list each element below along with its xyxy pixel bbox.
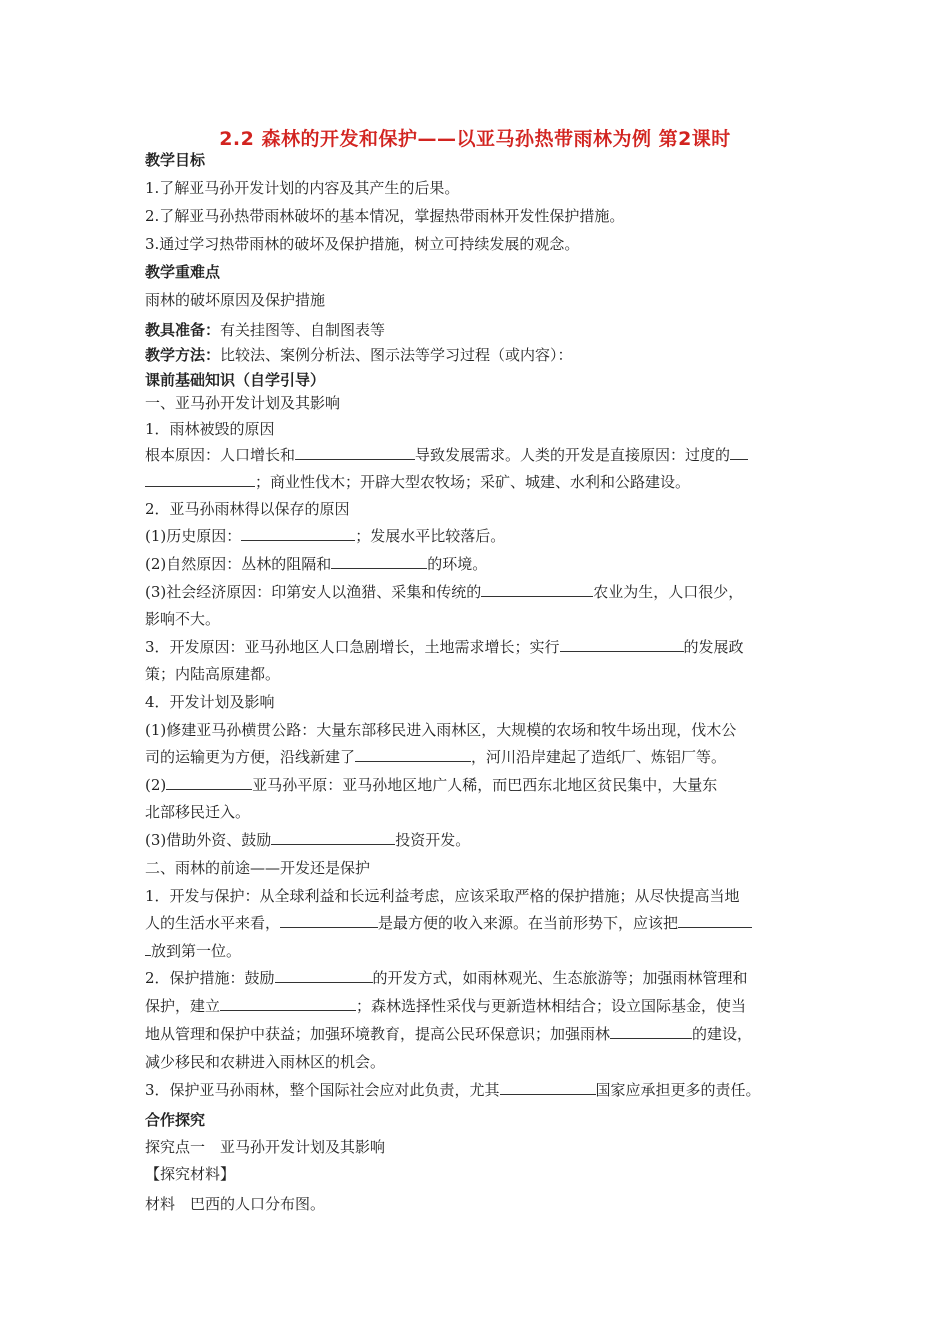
method-label: 教学方法：: [145, 346, 221, 364]
text-segment: ；森林选择性采伐与更新造林相结合；设立国际基金，使当: [356, 997, 747, 1015]
section-1-heading: 一、亚马孙开发计划及其影响: [145, 394, 341, 412]
text-segment: (2): [145, 776, 167, 794]
text-segment: 3．开发原因：亚马孙地区人口急剧增长，土地需求增长；实行: [145, 638, 560, 656]
tools-label: 教具准备：: [145, 321, 221, 339]
text-line: [145, 1080, 761, 1100]
text-segment: 保护，建立: [145, 997, 221, 1015]
text-segment: 的开发方式，如雨林观光、生态旅游等；加强雨林管理和: [372, 969, 748, 987]
text-segment: 亚马孙平原：亚马孙地区地广人稀，而巴西东北地区贫民集中，大量东: [252, 776, 718, 794]
fill-blank[interactable]: [560, 637, 684, 652]
text-line: [145, 445, 748, 465]
text-segment: (2)自然原因：丛林的阻隔和: [145, 555, 332, 573]
fill-blank[interactable]: [166, 775, 252, 790]
fill-blank[interactable]: [280, 913, 378, 928]
text-segment: ，河川沿岸建起了造纸厂、炼铝厂等。: [471, 748, 727, 766]
text-line: 1．开发与保护：从全球利益和长远利益考虑，应该采取严格的保护措施；从尽快提高当地: [145, 887, 740, 905]
text-segment: (1)历史原因：: [145, 527, 242, 545]
goal-3: 3.通过学习热带雨林的破坏及保护措施，树立可持续发展的观念。: [145, 235, 580, 253]
text-segment: 是最方便的收入来源。在当前形势下，应该把: [378, 914, 679, 932]
text-segment: 地从管理和保护中获益；加强环境教育，提高公民环保意识；加强雨林: [145, 1025, 611, 1043]
fill-blank[interactable]: [355, 747, 471, 762]
fill-blank[interactable]: [295, 445, 415, 460]
text-line: [145, 637, 744, 657]
fill-blank[interactable]: [610, 1024, 692, 1039]
goals-heading: 教学目标: [145, 151, 206, 169]
tools-text: 有关挂图等、自制图表等: [220, 321, 386, 339]
text-line: [145, 830, 470, 850]
text-line: [145, 526, 505, 546]
text-line: 探究点一 亚马孙开发计划及其影响: [145, 1138, 386, 1156]
text-line: [145, 968, 748, 988]
text-segment: 国家应承担更多的责任。: [595, 1081, 761, 1099]
text-segment: (3)借助外资、鼓励: [145, 831, 272, 849]
text-line: 1．雨林被毁的原因: [145, 420, 275, 438]
text-line: [145, 1024, 752, 1044]
text-segment: (3)社会经济原因：印第安人以渔猎、采集和传统的: [145, 583, 482, 601]
text-line: [145, 941, 241, 961]
text-line: [145, 472, 690, 492]
text-line: [145, 913, 752, 933]
text-segment: 根本原因：人口增长和: [145, 446, 296, 464]
fill-blank[interactable]: [331, 554, 427, 569]
text-line: 北部移民迁入。: [145, 803, 251, 821]
text-line: [145, 747, 726, 767]
text-segment: ；商业性伐木；开辟大型农牧场；采矿、城建、水利和公路建设。: [255, 473, 691, 491]
text-segment: 导致发展需求。人类的开发是直接原因：过度的: [415, 446, 731, 464]
text-line: 策；内陆高原建都。: [145, 665, 281, 683]
fill-blank[interactable]: [145, 472, 255, 487]
text-segment: 农业为生，人口很少，: [593, 583, 744, 601]
text-line: 【探究材料】: [145, 1165, 236, 1183]
fill-blank[interactable]: [481, 582, 593, 597]
text-segment: ；发展水平比较落后。: [355, 527, 506, 545]
method-text: 比较法、案例分析法、图示法等学习过程（或内容）：: [220, 346, 573, 364]
text-line: 影响不大。: [145, 610, 221, 628]
fill-blank[interactable]: [730, 445, 748, 460]
fill-blank[interactable]: [241, 526, 355, 541]
tools-line: [145, 320, 385, 340]
text-line: [145, 554, 487, 574]
text-line: [145, 996, 746, 1016]
pre-class-heading: 课前基础知识（自学引导）: [145, 371, 326, 389]
text-segment: 人的生活水平来看，: [145, 914, 281, 932]
text-segment: 3．保护亚马孙雨林，整个国际社会应对此负责，尤其: [145, 1081, 500, 1099]
goal-1: 1.了解亚马孙开发计划的内容及其产生的后果。: [145, 179, 460, 197]
page-title: 2.2 森林的开发和保护——以亚马孙热带雨林为例 第2课时: [219, 128, 731, 150]
key-points-text: 雨林的破坏原因及保护措施: [145, 291, 326, 309]
fill-blank[interactable]: [500, 1080, 596, 1095]
section-2-heading: 二、雨林的前途——开发还是保护: [145, 859, 371, 877]
fill-blank[interactable]: [271, 830, 395, 845]
text-line: 减少移民和农耕进入雨林区的机会。: [145, 1053, 386, 1071]
text-segment: 投资开发。: [395, 831, 471, 849]
text-segment: 2．保护措施：鼓励: [145, 969, 275, 987]
text-line: [145, 582, 743, 602]
text-line: [145, 775, 717, 795]
text-segment: 放到第一位。: [151, 942, 242, 960]
text-line: 2．亚马孙雨林得以保存的原因: [145, 500, 350, 518]
text-line: 4．开发计划及影响: [145, 693, 275, 711]
text-segment: 的环境。: [427, 555, 488, 573]
text-segment: 的发展政: [683, 638, 744, 656]
method-line: [145, 345, 573, 365]
text-segment: 司的运输更为方便，沿线新建了: [145, 748, 356, 766]
text-line: 材料 巴西的人口分布图。: [145, 1195, 326, 1213]
text-line: (1)修建亚马孙横贯公路：大量东部移民进入雨林区，大规模的农场和牧牛场出现，伐木公: [145, 721, 737, 739]
cooperation-heading: 合作探究: [145, 1111, 206, 1129]
fill-blank[interactable]: [220, 996, 356, 1011]
key-points-heading: 教学重难点: [145, 263, 221, 281]
goal-2: 2.了解亚马孙热带雨林破坏的基本情况，掌握热带雨林开发性保护措施。: [145, 207, 625, 225]
fill-blank[interactable]: [678, 913, 752, 928]
fill-blank[interactable]: [275, 968, 373, 983]
text-segment: 的建设，: [692, 1025, 753, 1043]
